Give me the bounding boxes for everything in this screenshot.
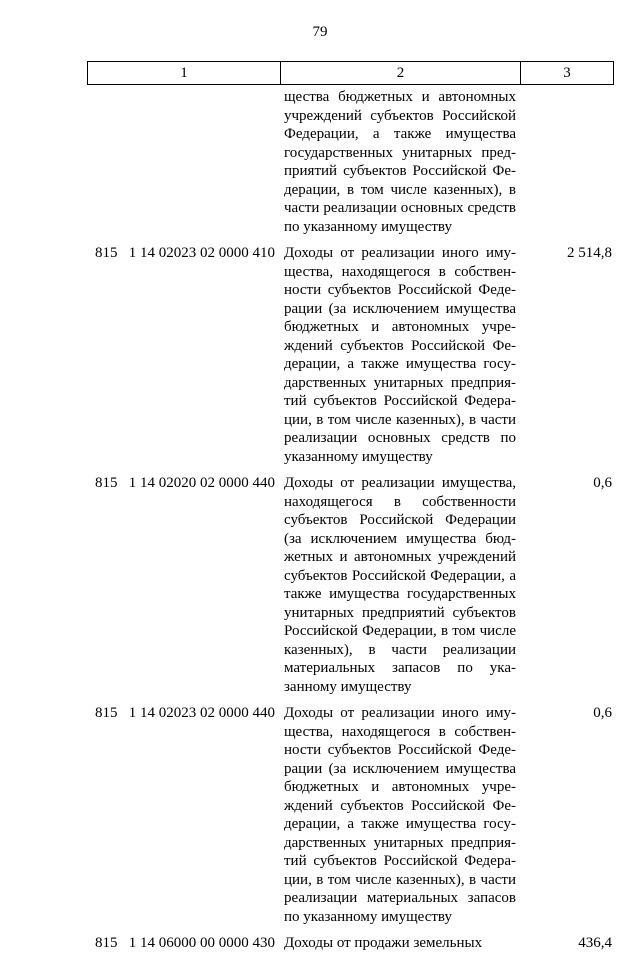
table-row: [87, 474, 614, 696]
row-amount: 0,6: [593, 705, 612, 721]
header-col-1: 1: [88, 62, 281, 84]
table-row: [87, 88, 614, 236]
row-amount: 436,4: [578, 935, 612, 951]
row-description: Доходы от реализации иного имущества, находящегося в собственности субъектов Российской Федерации (за исключением имущества бюджетных и автономных учреждений субъектов Российской Федерации, а также имущества государственных унитарных предприятий субъектов Российской Федерации, в том числе казенных), в части реализации материальных запасов по указанному имуществу: [284, 705, 516, 925]
row-code: 815 1 14 02023 02 0000 440: [95, 705, 275, 721]
row-amount: 2 514,8: [567, 245, 612, 261]
row-amount: 0,6: [593, 475, 612, 491]
row-code: 815 1 14 06000 00 0000 430: [95, 935, 275, 951]
row-description: Доходы от продажи земельных: [284, 935, 483, 951]
header-col-2: 2: [281, 62, 521, 84]
table-header: [87, 61, 614, 85]
page-number: 79: [312, 24, 328, 40]
row-code: 815 1 14 02023 02 0000 410: [95, 245, 275, 261]
row-description: щества бюджетных и автономных учреждений субъектов Российской Федерации, а также имущества государственных унитарных предприятий субъектов Российской Федерации, в том числе казенных), в части реализации основных средств по указанному имуществу: [284, 89, 516, 235]
table-row: [87, 244, 614, 466]
row-description: Доходы от реализации иного имущества, находящегося в собственности субъектов Российской Федерации (за исключением имущества бюджетных и автономных учреждений субъектов Российской Федерации, а также имущества государственных унитарных предприятий субъектов Российской Федерации, в том числе казенных), в части реализации основных средств по указанному имуществу: [284, 245, 516, 465]
table-body: [87, 88, 614, 953]
table-row: [87, 934, 614, 953]
table-row: [87, 704, 614, 926]
header-col-3: 3: [563, 64, 571, 81]
row-description: Доходы от реализации имущества, находящегося в собственности субъектов Российской Федерации (за исключением имущества бюджетных и автономных учреждений субъектов Российской Федерации, а также имущества государственных унитарных предприятий субъектов Российской Федерации, в том числе казенных), в части реализации материальных запасов по указанному имуществу: [284, 475, 516, 695]
row-code: 815 1 14 02020 02 0000 440: [95, 475, 275, 491]
